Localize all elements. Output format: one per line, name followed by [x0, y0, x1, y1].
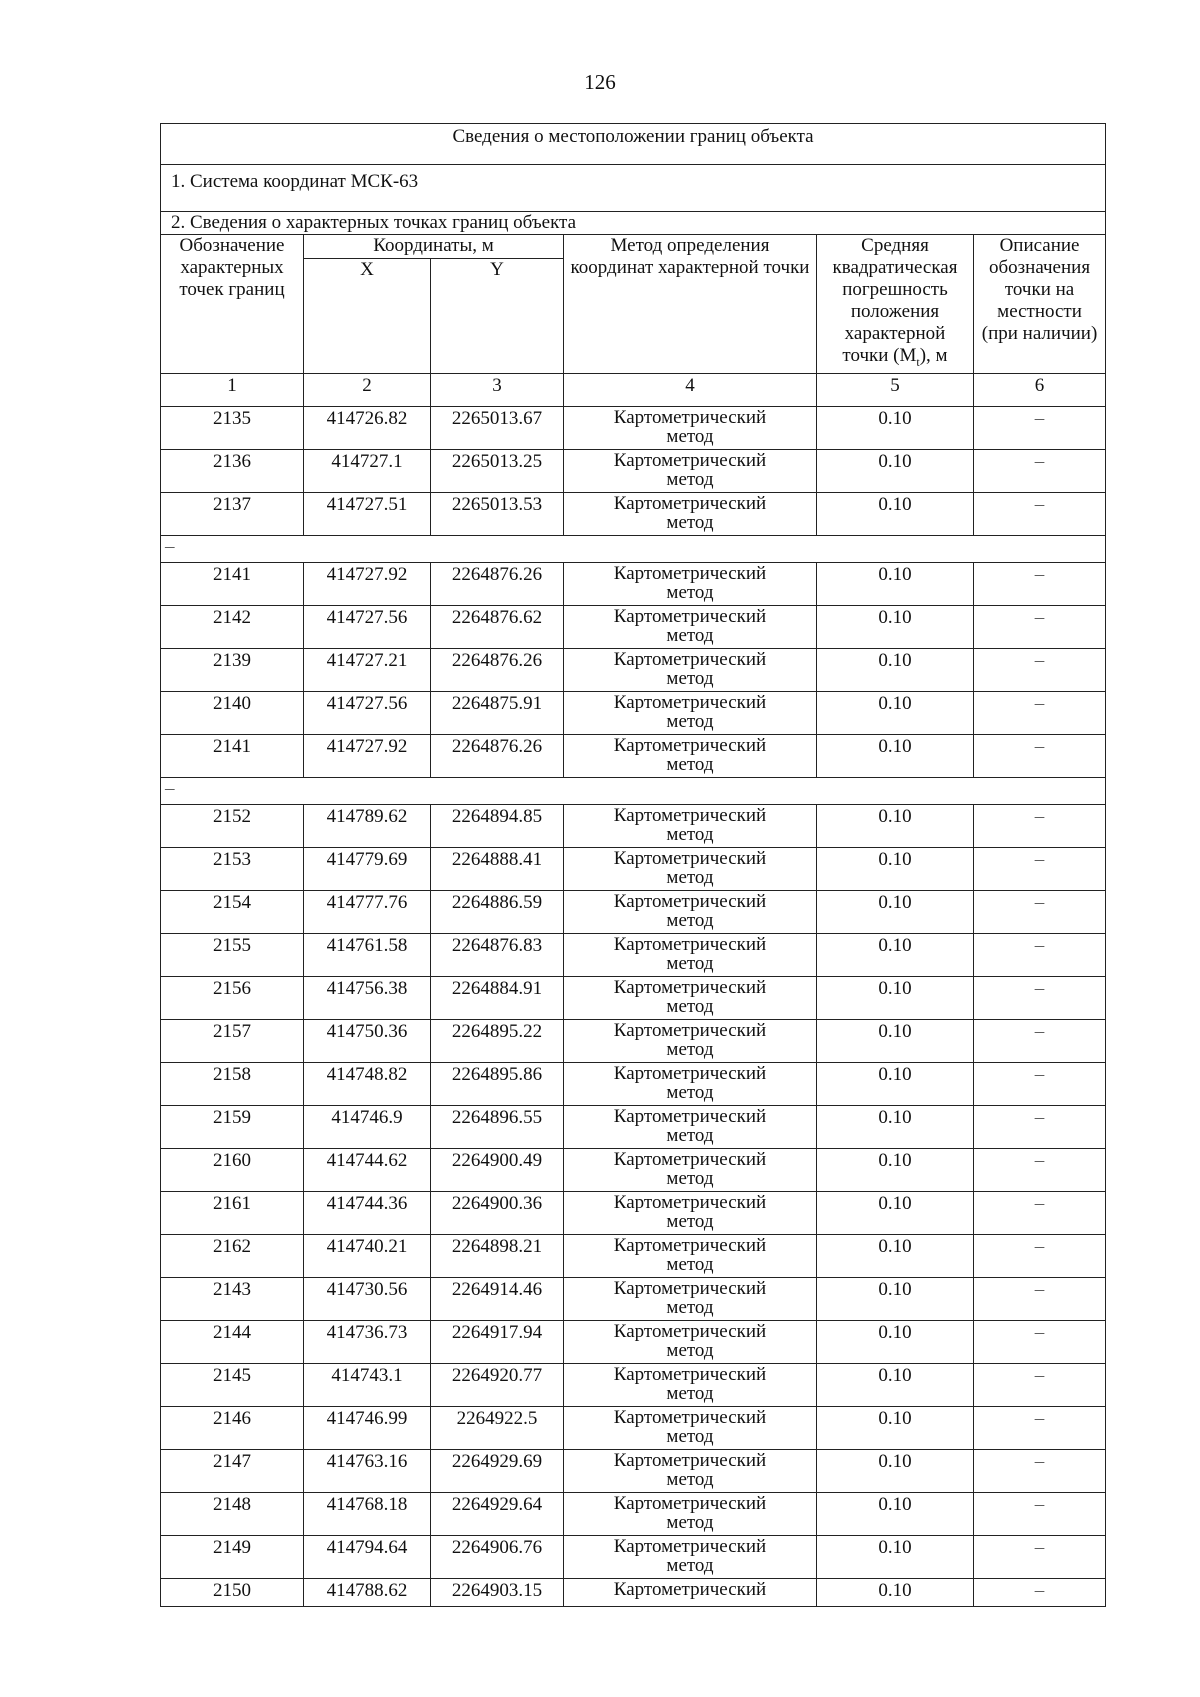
point-description: –: [974, 1535, 1106, 1578]
method-label: метод: [666, 1468, 714, 1490]
table-row: [161, 1148, 1106, 1191]
coord-y: 2264896.55: [431, 1105, 564, 1148]
coord-y: 2264929.69: [431, 1449, 564, 1492]
point-number: 2148: [161, 1492, 304, 1535]
table-row: [161, 1019, 1106, 1062]
point-number: 2154: [161, 890, 304, 933]
error-value: 0.10: [817, 449, 974, 492]
method-cell: [564, 492, 817, 535]
table-row: [161, 1320, 1106, 1363]
method-label: Картометрический: [613, 492, 767, 514]
group-separator-row: [161, 535, 1106, 562]
table-row: [161, 976, 1106, 1019]
method-label: Картометрический: [613, 804, 767, 826]
point-description: –: [974, 1406, 1106, 1449]
method-label: Картометрический: [613, 1191, 767, 1213]
point-number: 2137: [161, 492, 304, 535]
method-label: Картометрический: [613, 1449, 767, 1471]
method-cell: [564, 734, 817, 777]
error-value: 0.10: [817, 847, 974, 890]
group-separator: –: [161, 535, 1106, 562]
point-description: –: [974, 1492, 1106, 1535]
table-row: [161, 1062, 1106, 1105]
method-cell: [564, 648, 817, 691]
coord-y: 2264922.5: [431, 1406, 564, 1449]
coord-y: 2264898.21: [431, 1234, 564, 1277]
method-label: метод: [666, 1339, 714, 1361]
table-title: Сведения о местоположении границ объекта: [161, 124, 1106, 165]
coord-y: 2264888.41: [431, 847, 564, 890]
point-description: –: [974, 1234, 1106, 1277]
coord-y: 2265013.53: [431, 492, 564, 535]
point-number: 2156: [161, 976, 304, 1019]
point-description: –: [974, 976, 1106, 1019]
table-row: [161, 562, 1106, 605]
point-description: –: [974, 1578, 1106, 1606]
table-row: [161, 605, 1106, 648]
point-number: 2135: [161, 406, 304, 449]
point-description: –: [974, 1148, 1106, 1191]
group-separator: –: [161, 777, 1106, 804]
header-error: Средняя квадратическая погрешность положения характерной точки $(M_t)$, м: [817, 235, 974, 374]
method-label: Картометрический: [613, 734, 767, 756]
method-label: Картометрический: [613, 406, 767, 428]
coord-x: 414727.1: [304, 449, 431, 492]
table-row: [161, 1406, 1106, 1449]
method-label: Картометрический: [613, 691, 767, 713]
coord-x: 414727.56: [304, 691, 431, 734]
coord-y: 2265013.67: [431, 406, 564, 449]
error-value: 0.10: [817, 1148, 974, 1191]
point-number: 2149: [161, 1535, 304, 1578]
point-description: –: [974, 1320, 1106, 1363]
coord-y: 2264929.64: [431, 1492, 564, 1535]
error-value: 0.10: [817, 1578, 974, 1606]
method-cell: [564, 449, 817, 492]
coord-x: 414794.64: [304, 1535, 431, 1578]
error-value: 0.10: [817, 1234, 974, 1277]
point-description: –: [974, 492, 1106, 535]
method-cell: [564, 562, 817, 605]
coord-y: 2264900.49: [431, 1148, 564, 1191]
method-label: метод: [666, 667, 714, 689]
col-number: 6: [974, 373, 1106, 406]
table-row: [161, 1191, 1106, 1234]
method-cell: [564, 1019, 817, 1062]
coord-y: 2264876.62: [431, 605, 564, 648]
method-label: Картометрический: [613, 1062, 767, 1084]
point-description: –: [974, 1019, 1106, 1062]
method-label: метод: [666, 1081, 714, 1103]
point-description: –: [974, 804, 1106, 847]
method-cell: [564, 1578, 817, 1606]
coord-y: 2264906.76: [431, 1535, 564, 1578]
coord-x: 414756.38: [304, 976, 431, 1019]
method-label: Картометрический: [613, 449, 767, 471]
error-value: 0.10: [817, 933, 974, 976]
point-description: –: [974, 406, 1106, 449]
point-number: 2141: [161, 734, 304, 777]
coord-y: 2264876.26: [431, 648, 564, 691]
method-cell: [564, 406, 817, 449]
coord-x: 414788.62: [304, 1578, 431, 1606]
method-cell: [564, 1277, 817, 1320]
coord-y: 2264894.85: [431, 804, 564, 847]
coord-y: 2264917.94: [431, 1320, 564, 1363]
point-number: 2158: [161, 1062, 304, 1105]
error-value: 0.10: [817, 1492, 974, 1535]
coord-x: 414743.1: [304, 1363, 431, 1406]
point-number: 2140: [161, 691, 304, 734]
error-value: 0.10: [817, 648, 974, 691]
table-row: [161, 1363, 1106, 1406]
method-label: метод: [666, 1167, 714, 1189]
method-label: Картометрический: [613, 1277, 767, 1299]
method-label: метод: [666, 468, 714, 490]
point-number: 2136: [161, 449, 304, 492]
method-cell: [564, 976, 817, 1019]
coord-x: 414727.21: [304, 648, 431, 691]
method-label: метод: [666, 511, 714, 533]
error-value: 0.10: [817, 734, 974, 777]
point-description: –: [974, 1449, 1106, 1492]
coord-y: 2264900.36: [431, 1191, 564, 1234]
method-label: метод: [666, 823, 714, 845]
table-row: [161, 406, 1106, 449]
table-row: [161, 847, 1106, 890]
table-row: [161, 890, 1106, 933]
error-value: 0.10: [817, 691, 974, 734]
header-point: Обозначение характерных точек границ: [161, 235, 304, 374]
coord-x: 414789.62: [304, 804, 431, 847]
header-x: X: [304, 258, 431, 373]
method-cell: [564, 804, 817, 847]
method-label: Картометрический: [613, 1492, 767, 1514]
method-label: метод: [666, 1511, 714, 1533]
table-row: [161, 492, 1106, 535]
method-label: Картометрический: [613, 605, 767, 627]
method-cell: [564, 691, 817, 734]
col-number: 1: [161, 373, 304, 406]
group-separator-row: [161, 777, 1106, 804]
point-number: 2139: [161, 648, 304, 691]
coord-x: 414736.73: [304, 1320, 431, 1363]
method-label: метод: [666, 581, 714, 603]
point-number: 2155: [161, 933, 304, 976]
table-row: [161, 648, 1106, 691]
table-row: [161, 1492, 1106, 1535]
error-value: 0.10: [817, 1406, 974, 1449]
col-number: 4: [564, 373, 817, 406]
method-label: Картометрический: [613, 1148, 767, 1170]
point-description: –: [974, 847, 1106, 890]
method-label: Картометрический: [613, 847, 767, 869]
table-row: [161, 1105, 1106, 1148]
point-number: 2160: [161, 1148, 304, 1191]
method-cell: [564, 890, 817, 933]
method-label: Картометрический: [613, 976, 767, 998]
method-label: метод: [666, 1253, 714, 1275]
coord-y: 2264886.59: [431, 890, 564, 933]
method-label: Картометрический: [613, 1535, 767, 1557]
method-label: метод: [666, 710, 714, 732]
coord-x: 414768.18: [304, 1492, 431, 1535]
error-value: 0.10: [817, 492, 974, 535]
method-cell: [564, 1105, 817, 1148]
coord-y: 2264876.83: [431, 933, 564, 976]
method-label: Картометрический: [613, 1234, 767, 1256]
method-label: метод: [666, 866, 714, 888]
coord-x: 414727.92: [304, 734, 431, 777]
coord-y: 2264895.86: [431, 1062, 564, 1105]
error-value: 0.10: [817, 1019, 974, 1062]
method-label: Картометрический: [613, 1578, 767, 1600]
table-row: [161, 1234, 1106, 1277]
point-number: 2142: [161, 605, 304, 648]
error-value: 0.10: [817, 976, 974, 1019]
point-description: –: [974, 1363, 1106, 1406]
error-value: 0.10: [817, 1320, 974, 1363]
error-value: 0.10: [817, 562, 974, 605]
table-row: [161, 933, 1106, 976]
coord-x: 414779.69: [304, 847, 431, 890]
coord-x: 414744.36: [304, 1191, 431, 1234]
error-value: 0.10: [817, 406, 974, 449]
method-cell: [564, 605, 817, 648]
error-value: 0.10: [817, 1363, 974, 1406]
table-row: [161, 734, 1106, 777]
method-cell: [564, 1449, 817, 1492]
point-number: 2146: [161, 1406, 304, 1449]
method-cell: [564, 933, 817, 976]
coord-x: 414746.9: [304, 1105, 431, 1148]
method-label: Картометрический: [613, 890, 767, 912]
method-label: Картометрический: [613, 1363, 767, 1385]
coord-x: 414761.58: [304, 933, 431, 976]
point-description: –: [974, 449, 1106, 492]
coordinate-system: 1. Система координат МСК-63: [161, 165, 1106, 212]
method-cell: [564, 1535, 817, 1578]
coord-x: 414726.82: [304, 406, 431, 449]
point-description: –: [974, 1062, 1106, 1105]
method-cell: [564, 1234, 817, 1277]
method-label: Картометрический: [613, 1019, 767, 1041]
coord-x: 414748.82: [304, 1062, 431, 1105]
method-cell: [564, 1320, 817, 1363]
point-description: –: [974, 890, 1106, 933]
header-description: Описание обозначения точки на местности (при наличии): [974, 235, 1106, 374]
method-label: метод: [666, 1425, 714, 1447]
table-row: [161, 691, 1106, 734]
point-number: 2143: [161, 1277, 304, 1320]
point-description: –: [974, 1105, 1106, 1148]
col-number: 2: [304, 373, 431, 406]
point-number: 2153: [161, 847, 304, 890]
point-number: 2144: [161, 1320, 304, 1363]
point-description: –: [974, 691, 1106, 734]
coord-y: 2265013.25: [431, 449, 564, 492]
method-label: метод: [666, 1554, 714, 1576]
method-label: Картометрический: [613, 933, 767, 955]
boundary-points-table: [160, 123, 1106, 1607]
coord-x: 414750.36: [304, 1019, 431, 1062]
method-label: метод: [666, 952, 714, 974]
method-label: метод: [666, 1210, 714, 1232]
method-cell: [564, 1062, 817, 1105]
method-label: метод: [666, 753, 714, 775]
point-description: –: [974, 933, 1106, 976]
coord-x: 414727.56: [304, 605, 431, 648]
point-description: –: [974, 605, 1106, 648]
point-number: 2159: [161, 1105, 304, 1148]
coord-y: 2264876.26: [431, 734, 564, 777]
method-cell: [564, 1406, 817, 1449]
method-label: метод: [666, 425, 714, 447]
error-value: 0.10: [817, 1535, 974, 1578]
method-label: метод: [666, 1124, 714, 1146]
header-coords: Координаты, м: [304, 235, 564, 259]
method-label: Картометрический: [613, 562, 767, 584]
error-value: 0.10: [817, 1191, 974, 1234]
error-value: 0.10: [817, 605, 974, 648]
coord-y: 2264876.26: [431, 562, 564, 605]
point-number: 2157: [161, 1019, 304, 1062]
coord-y: 2264875.91: [431, 691, 564, 734]
error-value: 0.10: [817, 804, 974, 847]
method-label: метод: [666, 909, 714, 931]
point-number: 2141: [161, 562, 304, 605]
coord-x: 414727.51: [304, 492, 431, 535]
method-label: Картометрический: [613, 1320, 767, 1342]
coord-x: 414763.16: [304, 1449, 431, 1492]
point-description: –: [974, 734, 1106, 777]
table-row: [161, 1449, 1106, 1492]
coord-x: 414777.76: [304, 890, 431, 933]
method-label: метод: [666, 624, 714, 646]
point-description: –: [974, 648, 1106, 691]
coord-y: 2264884.91: [431, 976, 564, 1019]
table-row: [161, 1578, 1106, 1606]
coord-x: 414730.56: [304, 1277, 431, 1320]
point-number: 2145: [161, 1363, 304, 1406]
table-row: [161, 1277, 1106, 1320]
point-number: 2147: [161, 1449, 304, 1492]
point-number: 2152: [161, 804, 304, 847]
col-number: 5: [817, 373, 974, 406]
method-label: метод: [666, 1296, 714, 1318]
method-label: Картометрический: [613, 1105, 767, 1127]
point-number: 2161: [161, 1191, 304, 1234]
method-cell: [564, 847, 817, 890]
coord-x: 414727.92: [304, 562, 431, 605]
header-y: Y: [431, 258, 564, 373]
table-row: [161, 804, 1106, 847]
method-cell: [564, 1492, 817, 1535]
point-description: –: [974, 562, 1106, 605]
table-row: [161, 449, 1106, 492]
error-value: 0.10: [817, 1449, 974, 1492]
table-row: [161, 1535, 1106, 1578]
method-label: метод: [666, 1382, 714, 1404]
point-description: –: [974, 1277, 1106, 1320]
error-value: 0.10: [817, 1062, 974, 1105]
coord-x: 414746.99: [304, 1406, 431, 1449]
col-number: 3: [431, 373, 564, 406]
method-label: Картометрический: [613, 648, 767, 670]
error-value: 0.10: [817, 1105, 974, 1148]
method-label: Картометрический: [613, 1406, 767, 1428]
header-method: Метод определения координат характерной точки: [564, 235, 817, 374]
point-number: 2150: [161, 1578, 304, 1606]
method-label: метод: [666, 1038, 714, 1060]
point-description: –: [974, 1191, 1106, 1234]
coord-y: 2264914.46: [431, 1277, 564, 1320]
method-cell: [564, 1148, 817, 1191]
point-number: 2162: [161, 1234, 304, 1277]
coord-x: 414740.21: [304, 1234, 431, 1277]
page-number: 126: [584, 70, 616, 94]
method-cell: [564, 1363, 817, 1406]
coord-y: 2264903.15: [431, 1578, 564, 1606]
error-value: 0.10: [817, 1277, 974, 1320]
error-value: 0.10: [817, 890, 974, 933]
coord-y: 2264895.22: [431, 1019, 564, 1062]
method-cell: [564, 1191, 817, 1234]
coord-y: 2264920.77: [431, 1363, 564, 1406]
coord-x: 414744.62: [304, 1148, 431, 1191]
points-section-title: 2. Сведения о характерных точках границ объекта: [161, 212, 1106, 235]
method-label: метод: [666, 995, 714, 1017]
